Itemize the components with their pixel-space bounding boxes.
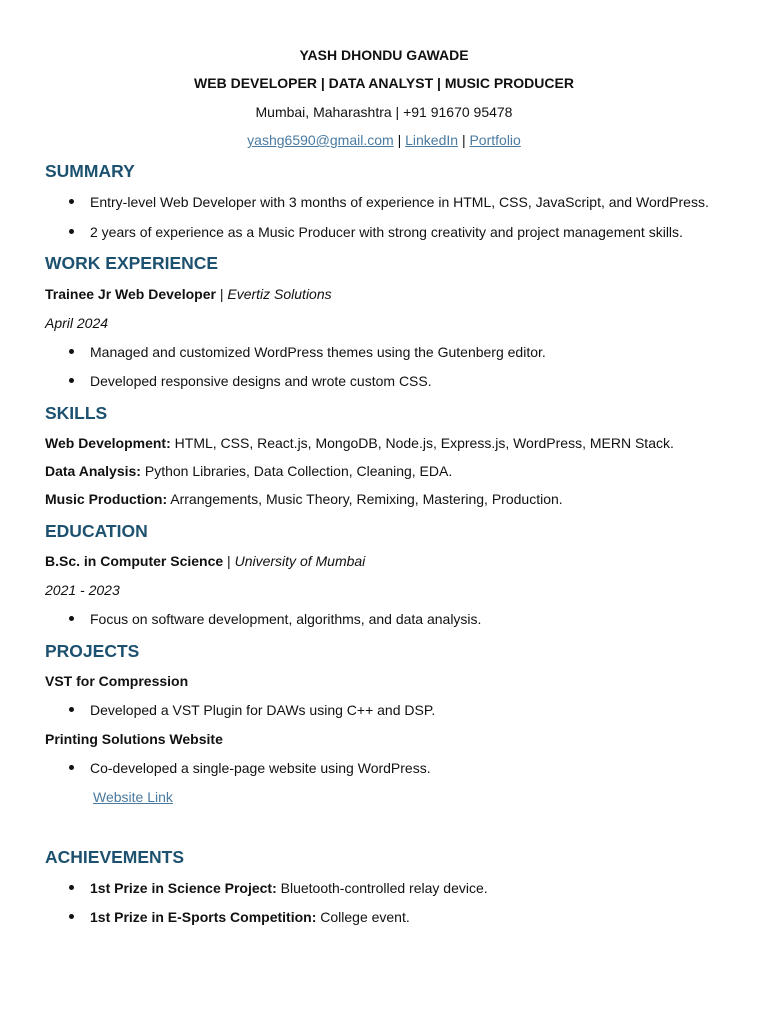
achievement-bullet <box>90 908 410 926</box>
job-bullet: Managed and customized WordPress themes using the Gutenberg editor. <box>90 344 546 360</box>
contact-links <box>0 131 768 149</box>
job-date: April 2024 <box>45 315 109 331</box>
skill-line-music <box>45 490 563 508</box>
link-separator: | <box>397 132 402 148</box>
education-years: 2021 - 2023 <box>45 582 120 598</box>
skill-label: Data Analysis: <box>45 463 141 479</box>
section-heading-education: EDUCATION <box>45 521 148 541</box>
link-separator: | <box>461 132 466 148</box>
candidate-name: YASH DHONDU GAWADE <box>299 47 469 63</box>
skill-line-data <box>45 462 452 480</box>
achievement-label: 1st Prize in Science Project: <box>90 880 277 896</box>
section-heading-work-experience: WORK EXPERIENCE <box>45 253 219 273</box>
job-role: Trainee Jr Web Developer <box>45 286 216 302</box>
contact-location-phone: Mumbai, Maharashtra | +91 91670 95478 <box>255 104 513 120</box>
summary-bullet: 2 years of experience as a Music Producer with strong creativity and project management skills. <box>90 224 683 240</box>
achievement-value: College event. <box>316 909 410 925</box>
project-bullet: Co-developed a single-page website using WordPress. <box>90 760 431 776</box>
project-bullet: Developed a VST Plugin for DAWs using C++ and DSP. <box>90 702 436 718</box>
job-title-line <box>45 285 332 303</box>
section-heading-summary: SUMMARY <box>45 161 135 181</box>
email-link[interactable]: yashg6590@gmail.com <box>247 132 394 148</box>
section-heading-achievements: ACHIEVEMENTS <box>45 847 185 867</box>
education-bullet: Focus on software development, algorithms, and data analysis. <box>90 611 482 627</box>
skill-value: HTML, CSS, React.js, MongoDB, Node.js, Express.js, WordPress, MERN Stack. <box>170 435 674 451</box>
school: University of Mumbai <box>234 553 366 569</box>
skill-line-web <box>45 434 674 452</box>
linkedin-link[interactable]: LinkedIn <box>405 132 459 148</box>
job-separator: | <box>215 286 228 302</box>
summary-bullet: Entry-level Web Developer with 3 months of experience in HTML, CSS, JavaScript, and WordPress. <box>90 194 709 210</box>
skill-label: Web Development: <box>45 435 171 451</box>
skill-value: Arrangements, Music Theory, Remixing, Mastering, Production. <box>167 491 563 507</box>
achievement-bullet <box>90 879 488 897</box>
job-company: Evertiz Solutions <box>227 286 332 302</box>
degree: B.Sc. in Computer Science <box>45 553 224 569</box>
candidate-titles: WEB DEVELOPER | DATA ANALYST | MUSIC PRODUCER <box>194 75 574 91</box>
section-heading-projects: PROJECTS <box>45 641 140 661</box>
achievement-label: 1st Prize in E-Sports Competition: <box>90 909 317 925</box>
skill-value: Python Libraries, Data Collection, Cleaning, EDA. <box>140 463 453 479</box>
project-title: Printing Solutions Website <box>45 731 223 747</box>
education-line <box>45 552 365 570</box>
section-heading-skills: SKILLS <box>45 403 108 423</box>
portfolio-link[interactable]: Portfolio <box>469 132 521 148</box>
skill-label: Music Production: <box>45 491 168 507</box>
website-link[interactable]: Website Link <box>93 789 173 805</box>
job-bullet: Developed responsive designs and wrote custom CSS. <box>90 373 432 389</box>
achievement-value: Bluetooth-controlled relay device. <box>276 880 488 896</box>
education-separator: | <box>223 553 235 569</box>
project-title: VST for Compression <box>45 673 189 689</box>
